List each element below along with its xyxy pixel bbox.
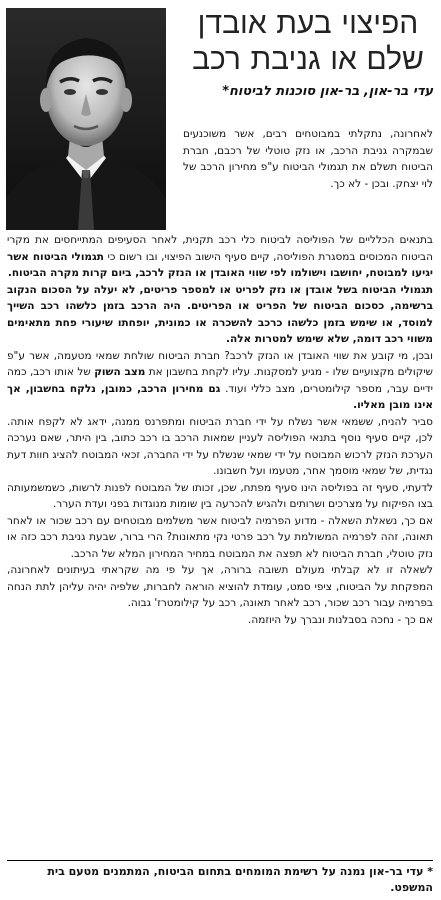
paragraph-3 bbox=[7, 348, 433, 414]
p3-text-a: ובכן, מי קובע את שווי האובדן או הנזק לרכב? חברת הביטוח שולחת שמאי מטעמה, אשר ע"פ שיקולים מקצועיים שלו - מגיע למסקנות. עליו לקחת בחשבון את bbox=[7, 349, 433, 378]
paragraph-6: אם כך, נשאלת השאלה - מדוע הפרמיה לביטוח אשר משלמים מבוטחים עם רכב שכור או לאחר תאונה, זהה לפרמיה המשולמת על רכב פרטי נקי מתאונות? הרי ברור, שבעת גניבת רכב כזה או נזק טוטלי, חברת הביטוח לא תפצה את המבוטח במחיר המחירון המלא של הרכב. bbox=[7, 514, 433, 560]
author-portrait-icon bbox=[6, 8, 166, 230]
title-line-1: הפיצוי בעת אובדן bbox=[197, 6, 419, 41]
intro-paragraph: לאחרונה, נתקלתי במבוטחים רבים, אשר משוכנעים שבמקרה גניבת הרכב, או נזק טוטלי של רכבם, חברת הביטוח תשלם את תגמולי הביטוח ע"פ מחירון הרכב של לוי יצחק. ובכן - לא כך. bbox=[183, 128, 433, 190]
p1-bold: תגמולי הביטוח אשר יגיעו למבוטח, יחושבו וישולמו לפי שווי האובדן או הנזק לרכב, ביום קרות מקרה הביטוח. bbox=[7, 250, 433, 279]
paragraph-2: תגמולי הביטוח בשל אובדן או נזק לפריט או למספר פריטים, לא יעלה על הסכום הנקוב ברשימה, כסכום הביטוח של הפריט או הפריטים. היה הרכב בזמן כלשהו רכב השייך למוסד, או שימש בזמן כלשהו כרכב להשכרה או כמונית, יופחתו שיעורי פחת מתאימים משווי רכב דומה, שלא שימש למטרות אלה. bbox=[7, 283, 433, 345]
author-footnote: * עדי בר-און נמנה על רשימת המומחים בתחום הביטוח, המתמנים מטעם בית המשפט. bbox=[47, 865, 433, 894]
author-byline: עדי בר-און, בר-און סוכנות לביטוח* bbox=[222, 84, 433, 99]
paragraph-5: לדעתי, סעיף זה בפוליסה הינו סעיף מפתח, שכן, זכותו של המבוטח לפנות לרשות, כשמשמעותה בצו הפיקוח על מצרכים ושרותים ולהגיש להכרעה בין שומות מנוגדות בפני ועדת הערר. bbox=[7, 481, 433, 510]
article-body bbox=[7, 232, 433, 628]
footnote-divider bbox=[7, 860, 433, 861]
p1-text: בתנאים הכלליים של הפוליסה לביטוח כלי רכב תקנית, לאחר הסעיפים המתייחסים את מקרי הביטוח המכוסים במסגרת הפוליסה, קיים סעיף הישוב הפיצוי, ובו רשום כי bbox=[7, 234, 433, 263]
paragraph-4: סביר להניח, ששמאי אשר נשלח על ידי חברת הביטוח ומתפרנס ממנה, ידאג לא לקפח אותה. לכן, קיים סעיף נוסף בתנאי הפוליסה לעניין שמאות הרכב בו רכב כתוב, בין היתר, שאם נערכה הערכת הנזק לרכוש המבוטח על ידי שמאי שנשלח על ידי החברה, זכאי המבוטח להציג חוות דעת נגדית, של שמאי מוסמך אחר, מטעמו ועל חשבונו. bbox=[7, 415, 433, 477]
paragraph-7: לשאלה זו לא קבלתי מעולם תשובה ברורה, אך על פי מה שקראתי בעיתונים לאחרונה, המפקחת על הביטוח, ציפי סמט, עומדת להוציא הוראה לחברות, שלפיה יהיה עליהן לתת הנחה בפרמיה עבור רכב שכור, רכב לאחר תאונה, רכב על קילומטרז' גבוה. bbox=[7, 564, 433, 609]
paragraph-1 bbox=[7, 232, 433, 282]
p3-bold-b: גם מחירון הרכב, כמובן, נלקח בחשבון, אך אינו מובן מאליו. bbox=[7, 382, 433, 411]
title-line-2: שלם או גניבת רכב bbox=[192, 42, 424, 77]
p3-text-b: של אותו רכב, כמה ידיים עבר, מספר קילומטרים, מצב כללי ועוד. bbox=[7, 366, 433, 395]
paragraph-8: אם כך - נחכה בסבלנות ונברך על היוזמה. bbox=[248, 613, 433, 626]
article-title bbox=[183, 6, 433, 78]
p3-bold-a: מצב השוק bbox=[94, 366, 146, 378]
